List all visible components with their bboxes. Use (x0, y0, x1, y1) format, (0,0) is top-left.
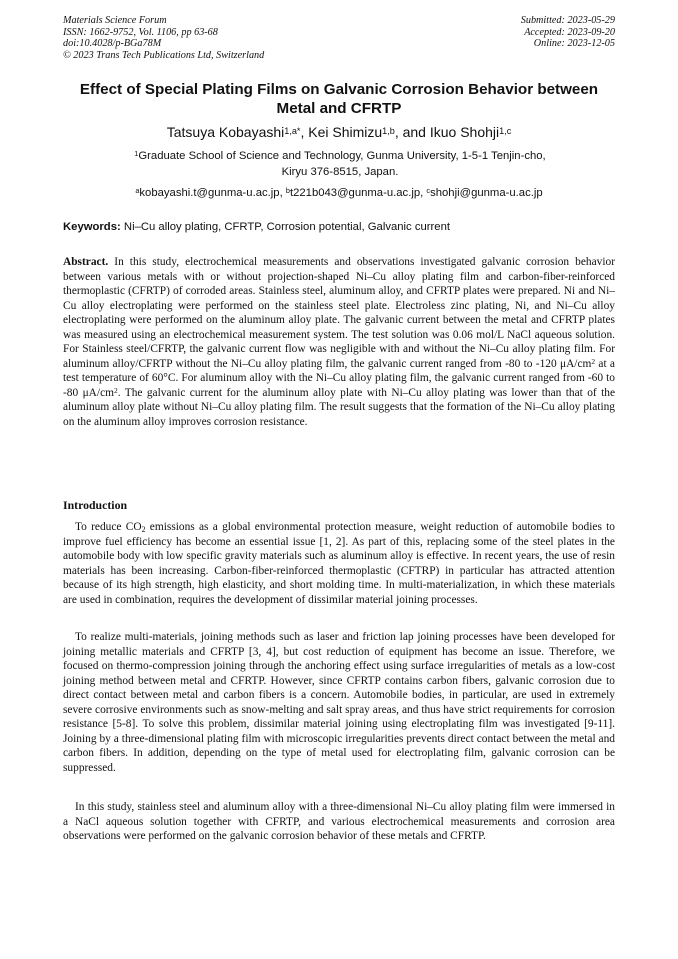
email-mark: c (426, 186, 431, 196)
paragraph-text: In this study, stainless steel and aluminum alloy with a three-dimensional Ni–Cu alloy plating film were immersed in a NaCl aqueous solution together with CFRTP, and various electrochemical measurements and corrosion area observations were performed on the galvanic corrosion behavior of these metals and CFRTP. (63, 801, 615, 843)
email-address: shohji@gunma-u.ac.jp (430, 187, 543, 199)
intro-paragraph-3 (63, 800, 615, 844)
subscript: 2 (141, 524, 146, 534)
accepted-date: Accepted: 2023-09-20 (524, 26, 615, 38)
author-emails (63, 186, 615, 201)
journal-name: Materials Science Forum (63, 15, 167, 26)
abstract-text: In this study, electrochemical measurements and observations investigated galvanic corrosion behavior between various metals with or without projection-shaped Ni–Cu alloy plating film and carbon-fiber-reinforced thermoplastic (CFRTP) of corroded areas. Stainless steel, aluminum alloy, and CFRTP plates were prepared. Ni and Ni–Cu alloy electroplating were performed on the stainless steel plate. Electroless zinc plating, Ni, and Ni–Cu alloy electroplating were performed on the aluminum alloy plate. The galvanic current between the metal and CFRTP plates was measured using an electrochemical measurement system. The test solution was 0.06 mol/L NaCl aqueous solution. For Stainless steel/CFRTP, the galvanic current flow was negligible with and without the Ni–Cu alloy plating film. For aluminum alloy/CFRTP without the Ni–Cu alloy plating film, the galvanic current ranged from -80 to -120 μA/cm (63, 256, 615, 370)
affiliation-line: Kiryu 376-8515, Japan. (281, 165, 399, 178)
submitted-date: Submitted: 2023-05-29 (520, 15, 615, 26)
email-mark: b (285, 186, 290, 196)
paragraph-text: emissions as a global environmental protection measure, weight reduction of automobile bodies to improve fuel efficiency has become an essential issue [1, 2]. As part of this, replacing some of the steel plates in the automobile body with low specific gravity materials such as aluminum alloy is effective. In recent years, the use of resin materials has been increasing. Carbon-fiber-reinforced thermoplastic (CFTRP) in particular has attracted attention because of its high strength, high elasticity, and short molding time. In multi-materialization, in which these materials are used in combination, requires the development of dissimilar material joining processes. (63, 521, 615, 606)
unit-exponent: 2 (591, 357, 596, 367)
author-name: Kei Shimizu (308, 124, 383, 140)
email-address: t221b043@gunma-u.ac.jp (289, 187, 421, 199)
abstract (63, 255, 615, 430)
keywords-label: Keywords: (63, 221, 121, 233)
abstract-text: at a test temperature of 60°C. For aluminum alloy with the Ni–Cu alloy plating film, the galvanic current ranged from -60 to -80 μA/cm (63, 357, 615, 399)
doi-line: doi:10.4028/p-BGa78M (63, 38, 162, 50)
abstract-text: . The galvanic current for the aluminum alloy plate with Ni–Cu alloy plating was lower than that of the aluminum alloy plate without Ni–Cu alloy plating film. The result suggests that the formation of the Ni–Cu alloy plating on the aluminum alloy improves corrosion resistance. (63, 386, 616, 429)
keywords-text: Ni–Cu alloy plating, CFRTP, Corrosion potential, Galvanic current (123, 221, 450, 233)
online-date: Online: 2023-12-05 (533, 38, 615, 50)
author-affil-mark: 1,b (382, 125, 395, 136)
affiliation (90, 149, 590, 180)
unit-exponent: 2 (114, 386, 118, 396)
email-mark: a (135, 186, 140, 196)
issn-line: ISSN: 1662-9752, Vol. 1106, pp 63-68 (63, 26, 218, 38)
affiliation-line: Graduate School of Science and Technology, Gunma University, 1-5-1 Tenjin-cho, (138, 150, 546, 162)
author-name: Ikuo Shohji (429, 124, 500, 140)
journal-info (63, 15, 264, 61)
section-heading-introduction: Introduction (63, 498, 128, 512)
email-address: kobayashi.t@gunma-u.ac.jp (139, 187, 280, 199)
intro-paragraph-2 (63, 630, 615, 775)
author-affil-mark: 1,a* (284, 125, 301, 136)
paper-title: Effect of Special Plating Films on Galvanic Corrosion Behavior between Metal and CFRTP (79, 81, 599, 117)
copyright-line: © 2023 Trans Tech Publications Ltd, Switzerland (63, 49, 265, 61)
intro-paragraph-1 (63, 520, 615, 607)
author-separator: , and (394, 124, 430, 140)
affiliation-mark: 1 (134, 149, 139, 159)
email-separator: , (420, 187, 427, 199)
author-list (63, 123, 615, 141)
author-separator: , (300, 124, 309, 140)
author-name: Tatsuya Kobayashi (166, 124, 285, 140)
author-affil-mark: 1,c (499, 125, 512, 136)
paragraph-text: To realize multi-materials, joining methods such as laser and friction lap joining processes have been developed for joining metallic materials and CFRTP [3, 4], but cost reduction of equipment has become an issue. Therefore, we focused on thermo-compression joining through the anchoring effect using surface irregularities of metals as a low-cost joining method between metal and CFRTP. However, since CFRTP contains carbon fibers, galvanic corrosion due to direct contact between metal and carbon fibers is a concern. Automobile bodies, in particular, are used in extremely severe corrosive environments such as snow-melting and salt spray areas, and thus have strict requirements for corrosion resistance [5-8]. To solve this problem, dissimilar material joining using electroplating film was investigated [9-11]. Joining by a three-dimensional plating film with microscopic irregularities prevents direct contact between the metal and carbon fibers. In addition, depending on the type of metal used for electroplating film, galvanic corrosion can be suppressed. (63, 631, 615, 774)
keywords (63, 220, 615, 235)
email-separator: , (279, 187, 286, 199)
publication-dates (521, 15, 615, 50)
paragraph-text: To reduce CO (75, 521, 142, 533)
abstract-label: Abstract. (63, 256, 109, 268)
